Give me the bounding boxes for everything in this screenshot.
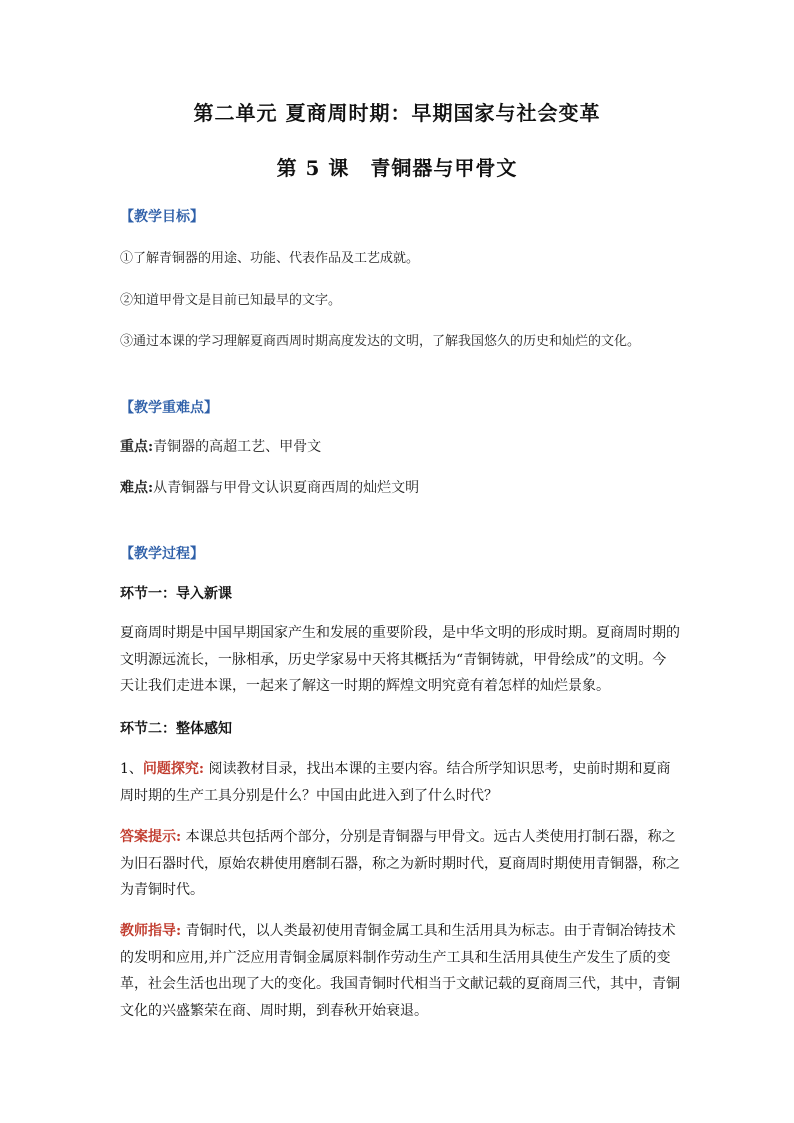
- question-paragraph: [120, 756, 680, 809]
- step1-title: 环节一：导入新课: [120, 586, 232, 602]
- teacher-guidance-label: 教师指导:: [120, 923, 182, 939]
- question-text: 阅读教材目录，找出本课的主要内容。结合所学知识思考，史前时期和夏商周时期的生产工具分别是什么？中国由此进入到了什么时代？: [120, 761, 671, 804]
- answer-paragraph: [120, 824, 680, 904]
- objective-item-2: ②知道甲骨文是目前已知最早的文字。: [120, 293, 342, 308]
- answer-text: 本课总共包括两个部分，分别是青铜器与甲骨文。远古人类使用打制石器，称之为旧石器时代，原始农耕使用磨制石器，称之为新时期时代，夏商周时期使用青铜器，称之为青铜时代。: [120, 829, 680, 898]
- step1-text: 夏商周时期是中国早期国家产生和发展的重要阶段，是中华文明的形成时期。夏商周时期的文明源远流长，一脉相承，历史学家易中天将其概括为“青铜铸就，甲骨绘成”的文明。今天让我们走进本课，一起来了解这一时期的辉煌文明究竟有着怎样的灿烂景象。: [120, 625, 680, 694]
- objective-item-1: ①了解青铜器的用途、功能、代表作品及工艺成就。: [120, 251, 420, 266]
- teacher-guidance-paragraph: [120, 918, 680, 1024]
- teacher-guidance-text: 青铜时代，以人类最初使用青铜金属工具和生活用具为标志。由于青铜冶铸技术的发明和应用,并广泛应用青铜金属原料制作劳动生产工具和生活用具使生产发生了质的变革，社会生活也出现了大的变化。我国青铜时代相当于文献记载的夏商周三代，其中，青铜文化的兴盛繁荣在商、周时期，到春秋开始衰退。: [120, 923, 680, 1019]
- process-heading: 【教学过程】: [120, 546, 204, 562]
- unit-title: 第二单元 夏商周时期：早期国家与社会变革: [193, 101, 601, 125]
- objectives-heading: 【教学目标】: [120, 209, 204, 225]
- lesson-title: 第 5 课 青铜器与甲骨文: [276, 156, 518, 180]
- question-number: 1、: [120, 761, 143, 777]
- question-label: 问题探究:: [142, 761, 205, 777]
- step2-title: 环节二：整体感知: [120, 721, 232, 737]
- answer-label: 答案提示:: [120, 829, 182, 845]
- objective-item-3: ③通过本课的学习理解夏商西周时期高度发达的文明，了解我国悠久的历史和灿烂的文化。: [120, 334, 641, 349]
- key-point-line: [120, 436, 321, 456]
- difficult-point-label: 难点:: [120, 480, 154, 496]
- key-point-label: 重点:: [120, 439, 154, 455]
- difficult-point-line: [120, 477, 419, 497]
- key-point-text: 青铜器的高超工艺、甲骨文: [153, 439, 322, 455]
- key-points-heading: 【教学重难点】: [120, 400, 218, 416]
- difficult-point-text: 从青铜器与甲骨文认识夏商西周的灿烂文明: [153, 480, 420, 496]
